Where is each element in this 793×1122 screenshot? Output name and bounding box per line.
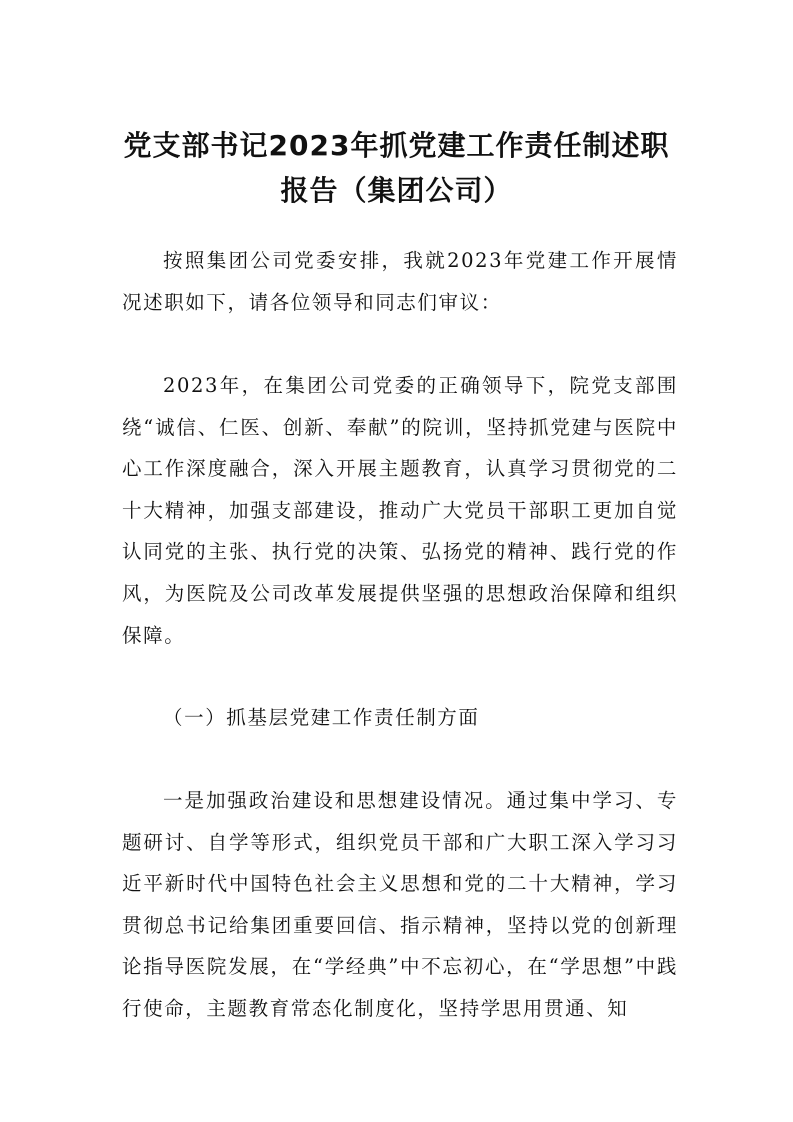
document-title-line-2: 报告（集团公司） (280, 174, 513, 207)
intro-paragraph: 按照集团公司党委安排，我就2023年党建工作开展情况述职如下，请各位领导和同志们审议： (122, 249, 678, 314)
section-1-body-paragraph: 一是加强政治建设和思想建设情况。通过集中学习、专题研讨、自学等形式，组织党员干部和广大职工深入学习习近平新时代中国特色社会主义思想和党的二十大精神，学习贯彻总书记给集团重要回信、指示精神，坚持以党的创新理论指导医院发展，在“学经典”中不忘初心，在“学思想”中践行使命，主题教育常态化制度化，坚持学思用贯通、知 (122, 789, 678, 1020)
document-title-line-1: 党支部书记2023年抓党建工作责任制述职 (123, 129, 670, 162)
section-1-heading: （一）抓基层党建工作责任制方面 (163, 706, 480, 729)
overview-paragraph: 2023年，在集团公司党委的正确领导下，院党支部围绕“诚信、仁医、创新、奉献”的院训，坚持抓党建与医院中心工作深度融合，深入开展主题教育，认真学习贯彻党的二十大精神，加强支部建设，推动广大党员干部职工更加自觉认同党的主张、执行党的决策、弘扬党的精神、践行党的作风，为医院及公司改革发展提供坚强的思想政治保障和组织保障。 (122, 374, 678, 647)
